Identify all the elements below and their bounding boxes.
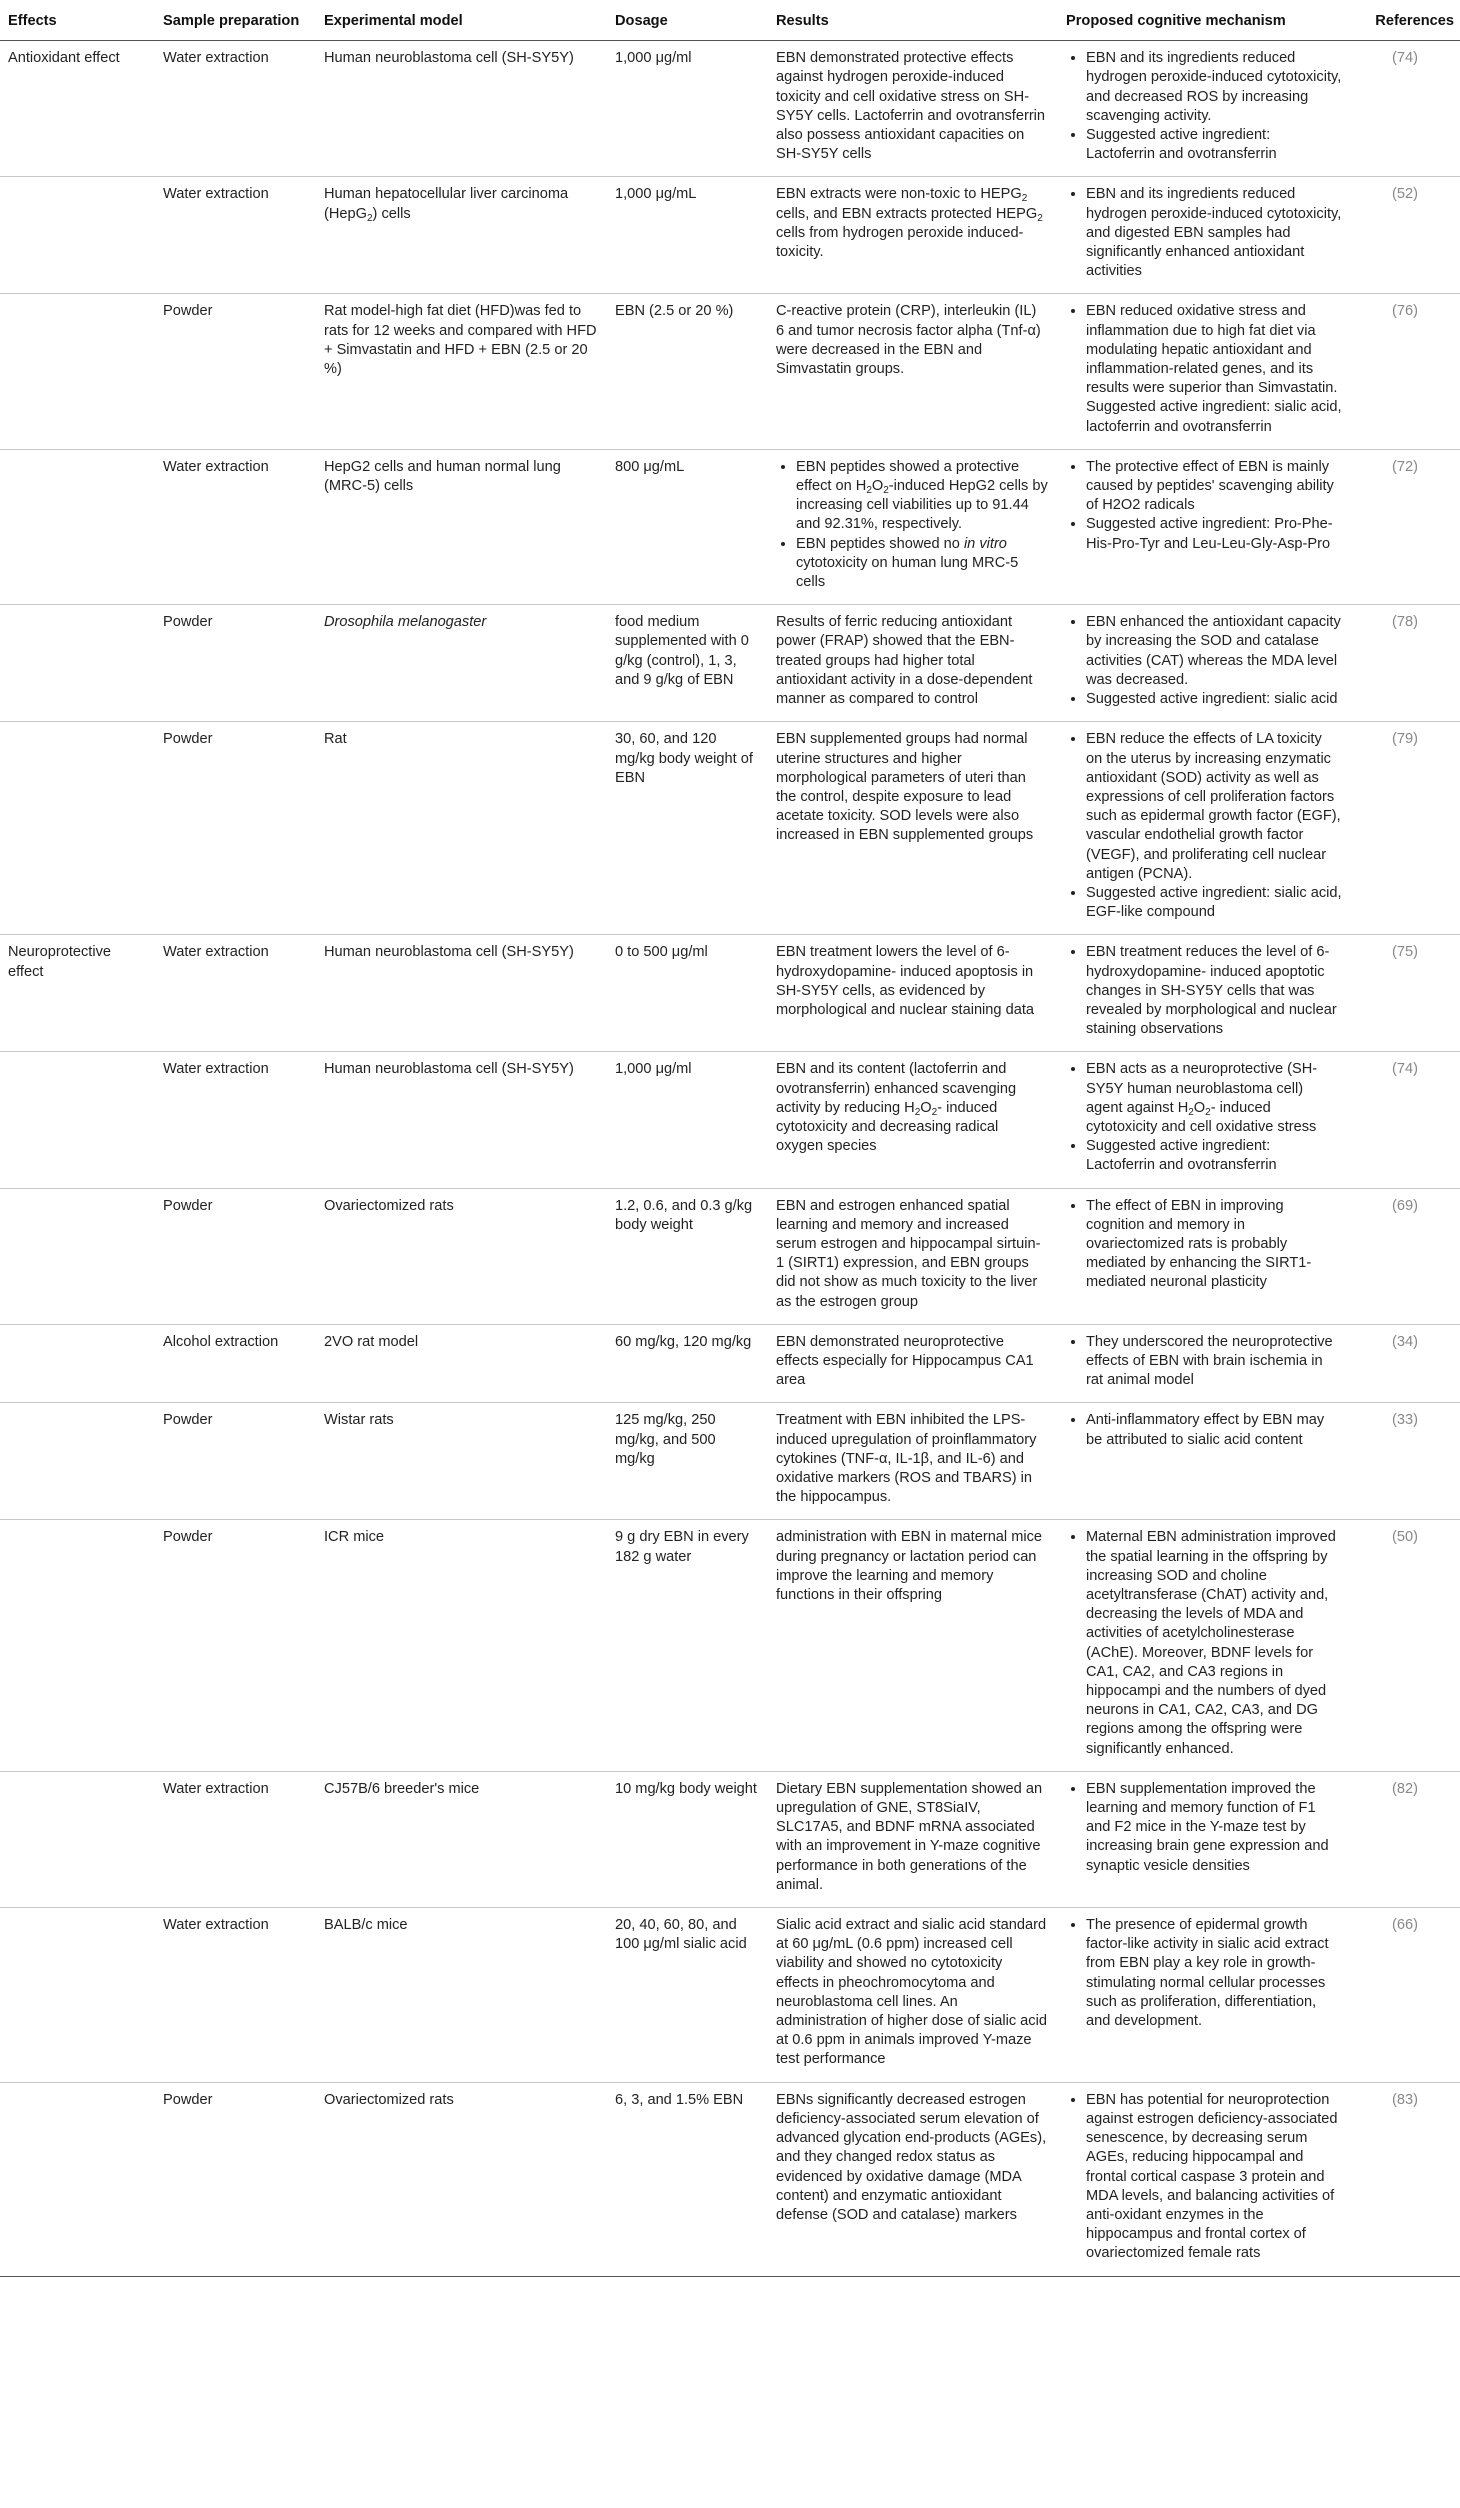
sample-cell: Powder — [163, 1197, 213, 1214]
reference-cell: (50) — [1392, 1529, 1418, 1546]
model-cell: Ovariectomized rats — [324, 2091, 454, 2108]
mechanism-cell — [1058, 722, 1352, 935]
results-cell: administration with EBN in maternal mice during pregnancy or lactation period can improve the learning and memory functions in their offspring — [776, 1529, 1043, 1604]
mechanism-list — [1066, 730, 1342, 922]
dosage-cell: 30, 60, and 120 mg/kg body weight of EBN — [615, 731, 753, 786]
mechanism-text: EBN acts as a neuroprotective (SH-SY5Y human neuroblastoma cell) agent against H — [1086, 1061, 1318, 1116]
header-results: Results — [776, 13, 829, 29]
effect-cell — [0, 1324, 155, 1403]
subscript: 2 — [1037, 212, 1043, 224]
results-list — [776, 458, 1048, 592]
table-row — [0, 41, 1460, 177]
table-row — [0, 177, 1460, 294]
effect-cell — [0, 2082, 155, 2276]
mechanism-cell — [1058, 41, 1352, 177]
results-text: O — [920, 1099, 932, 1116]
mechanism-item: • The effect of EBN in improving cognition and memory in ovariectomized rats is probably mediated by enhancing the SIRT1-mediated neuronal plasticity — [1086, 1197, 1342, 1293]
mechanism-list — [1066, 49, 1342, 164]
mechanism-cell — [1058, 294, 1352, 449]
mechanism-list — [1066, 1060, 1342, 1175]
mechanism-cell — [1058, 177, 1352, 294]
results-text: EBN peptides showed no — [796, 535, 964, 552]
subscript: 2 — [914, 1106, 921, 1118]
effect-cell — [0, 1188, 155, 1324]
mechanism-item: • EBN has potential for neuroprotection against estrogen deficiency-associated senescence, by decreasing serum AGEs, reducing hippocampal and frontal cortical caspase 3 protein and MDA levels, and balancing activities of anti-oxidant enzymes in the hippocampus and frontal cortex of ovariectomized female rats — [1086, 2091, 1342, 2264]
results-cell: EBN and estrogen enhanced spatial learning and memory and increased serum estrogen and hippocampal sirtuin-1 (SIRT1) expression, and EBN groups did not show as much toxicity to the liver as the estrogen group — [776, 1197, 1041, 1310]
results-text: cytotoxicity on human lung MRC-5 cells — [796, 554, 1019, 591]
dosage-cell: 60 mg/kg, 120 mg/kg — [615, 1333, 752, 1350]
mechanism-item: • The presence of epidermal growth factor-like activity in sialic acid extract from EBN play a key role in growth-stimulating normal cellular processes such as proliferation, differentiation, and development. — [1086, 1916, 1342, 2031]
header-dosage: Dosage — [615, 13, 668, 29]
mechanism-item: • Anti-inflammatory effect by EBN may be attributed to sialic acid content — [1086, 1411, 1342, 1449]
results-cell: Results of ferric reducing antioxidant power (FRAP) showed that the EBN-treated groups had higher total antioxidant activity in a dose-dependent manner as compared to control — [776, 614, 1033, 708]
mechanism-list — [1066, 1780, 1342, 1876]
sample-cell: Powder — [163, 1412, 213, 1429]
results-cell: C-reactive protein (CRP), interleukin (IL) 6 and tumor necrosis factor alpha (Tnf-α) were decreased in the EBN and Simvastatin groups. — [776, 303, 1041, 378]
results-cell — [768, 449, 1058, 604]
dosage-cell: 0 to 500 μg/ml — [615, 944, 708, 961]
header-experimental-model: Experimental model — [324, 13, 463, 29]
dosage-cell: 1,000 μg/mL — [615, 186, 697, 203]
reference-cell: (83) — [1392, 2091, 1418, 2108]
results-cell: EBNs significantly decreased estrogen deficiency-associated serum elevation of advanced glycation end-products (AGEs), and they changed redox status as evidenced by oxidative damage (MDA content) and enzymatic antioxidant defense (SOD and catalase) markers — [776, 2091, 1047, 2223]
mechanism-cell — [1058, 605, 1352, 722]
sample-cell: Powder — [163, 614, 213, 631]
reference-cell: (78) — [1392, 614, 1418, 631]
results-text: O — [871, 478, 884, 495]
effect-cell — [0, 449, 155, 604]
model-cell: Rat model-high fat diet (HFD)was fed to rats for 12 weeks and compared with HFD + Simvastatin and HFD + EBN (2.5 or 20 %) — [324, 303, 597, 378]
mechanism-cell — [1058, 2082, 1352, 2276]
reference-cell: (52) — [1392, 186, 1418, 203]
reference-cell: (72) — [1392, 458, 1418, 475]
table-row — [0, 2082, 1460, 2276]
header-references: References — [1375, 13, 1454, 29]
mechanism-cell — [1058, 1908, 1352, 2083]
dosage-cell: 125 mg/kg, 250 mg/kg, and 500 mg/kg — [615, 1412, 716, 1467]
mechanism-cell — [1058, 449, 1352, 604]
mechanism-cell — [1058, 1188, 1352, 1324]
dosage-cell: 1,000 μg/ml — [615, 50, 692, 67]
effect-cell — [0, 1403, 155, 1520]
model-cell: ICR mice — [324, 1529, 384, 1546]
effect-cell — [0, 605, 155, 722]
results-text: EBN extracts were non-toxic to HEPG — [776, 186, 1022, 203]
dosage-cell: EBN (2.5 or 20 %) — [615, 303, 734, 320]
model-cell: Human neuroblastoma cell (SH-SY5Y) — [324, 944, 574, 961]
reference-cell: (75) — [1392, 944, 1418, 961]
results-text: EBN and its content (lactoferrin and ovotransferrin) enhanced scavenging activity by reducing H — [776, 1061, 1017, 1116]
mechanism-list — [1066, 1916, 1342, 2031]
mechanism-list — [1066, 458, 1342, 554]
table-row — [0, 605, 1460, 722]
reference-cell: (34) — [1392, 1333, 1418, 1350]
effect-cell — [0, 1052, 155, 1188]
subscript: 2 — [1205, 1106, 1211, 1118]
results-text: cells from hydrogen peroxide induced-toxicity. — [776, 224, 1024, 261]
reference-cell: (66) — [1392, 1917, 1418, 1934]
results-item — [796, 535, 1048, 593]
mechanism-item: • EBN supplementation improved the learning and memory function of F1 and F2 mice in the Y-maze test by increasing brain gene expression and synaptic vesicle densities — [1086, 1780, 1342, 1876]
mechanism-item: • EBN reduced oxidative stress and inflammation due to high fat diet via modulating hepatic antioxidant and inflammation-related genes, and its results were superior than Simvastatin. Suggested active ingredient: sialic acid, lactoferrin and ovotransferrin — [1086, 302, 1342, 436]
reference-cell: (74) — [1392, 1061, 1418, 1078]
table-row — [0, 449, 1460, 604]
reference-cell: (76) — [1392, 303, 1418, 320]
mechanism-item: • Suggested active ingredient: sialic acid, EGF-like compound — [1086, 884, 1342, 922]
results-item — [796, 458, 1048, 535]
sample-cell: Powder — [163, 1529, 213, 1546]
results-text: -induced HepG2 cells by increasing cell viabilities up to 91.44 and 92.31%, respectively. — [796, 478, 1048, 533]
table-row — [0, 1520, 1460, 1771]
model-cell: Drosophila melanogaster — [324, 614, 487, 631]
dosage-cell: 6, 3, and 1.5% EBN — [615, 2091, 744, 2108]
mechanism-item: • EBN treatment reduces the level of 6- hydroxydopamine- induced apoptotic changes in SH-SY5Y cells that was revealed by morphological and nuclear staining observations — [1086, 943, 1342, 1039]
mechanism-list — [1066, 1411, 1342, 1449]
table-row — [0, 1771, 1460, 1907]
results-cell: EBN demonstrated protective effects against hydrogen peroxide-induced toxicity and cell oxidative stress on SH-SY5Y cells. Lactoferrin and ovotransferrin also possess antioxidant capacities on SH-SY5Y cells — [776, 50, 1046, 163]
dosage-cell: 1,000 μg/ml — [615, 1061, 692, 1078]
subscript: 2 — [1188, 1106, 1194, 1118]
mechanism-item: • Suggested active ingredient: sialic acid — [1086, 690, 1342, 709]
mechanism-text: - induced cytotoxicity and cell oxidative stress — [1086, 1099, 1317, 1135]
table-row — [0, 722, 1460, 935]
mechanism-cell — [1058, 1771, 1352, 1907]
effect-cell — [0, 177, 155, 294]
results-cell: Dietary EBN supplementation showed an upregulation of GNE, ST8SiaIV, SLC17A5, and BDNF mRNA associated with an improvement in Y-maze cognitive performance in both generations of the animal. — [776, 1780, 1043, 1893]
sample-cell: Alcohol extraction — [163, 1333, 279, 1350]
sample-cell: Water extraction — [163, 458, 269, 475]
model-cell — [316, 177, 607, 294]
table-row — [0, 1908, 1460, 2083]
effect-cell — [0, 1520, 155, 1771]
effect-cell — [0, 722, 155, 935]
dosage-cell: 10 mg/kg body weight — [615, 1780, 757, 1797]
mechanism-item: • Maternal EBN administration improved the spatial learning in the offspring by increasing SOD and choline acetyltransferase (ChAT) activity and, decreasing the levels of MDA and activities of acetylcholinesterase (AChE). Moreover, BDNF levels for CA1, CA2, and CA3 regions in hippocampi and the numbers of dyed neurons in CA1, CA2, CA3, and DG regions among the offspring were significantly enhanced. — [1086, 1528, 1342, 1758]
sample-cell: Water extraction — [163, 186, 269, 203]
dosage-cell: 1.2, 0.6, and 0.3 g/kg body weight — [615, 1197, 753, 1233]
mechanism-list — [1066, 943, 1342, 1039]
effect-cell — [0, 1908, 155, 2083]
results-cell: Sialic acid extract and sialic acid standard at 60 μg/mL (0.6 ppm) increased cell viability and showed no cytotoxicity effects in pheochromocytoma and neuroblastoma cell lines. An administration of higher dose of sialic acid at 0.6 ppm in animals improved Y-maze test performance — [776, 1917, 1047, 2068]
model-cell: Wistar rats — [324, 1412, 394, 1429]
model-cell: CJ57B/6 breeder's mice — [324, 1780, 480, 1797]
table-row — [0, 1403, 1460, 1520]
mechanism-item: • They underscored the neuroprotective effects of EBN with brain ischemia in rat animal model — [1086, 1333, 1342, 1391]
results-cell — [768, 177, 1058, 294]
effect-cell — [0, 1771, 155, 1907]
mechanism-item: • EBN enhanced the antioxidant capacity by increasing the SOD and catalase activities (CAT) whereas the MDA level was decreased. — [1086, 613, 1342, 690]
model-cell: Rat — [324, 731, 347, 748]
results-text: cells, and EBN extracts protected HEPG — [776, 205, 1038, 222]
sample-cell: Water extraction — [163, 944, 269, 961]
results-cell: Treatment with EBN inhibited the LPS-induced upregulation of proinflammatory cytokines (TNF-α, IL-1β, and IL-6) and oxidative markers (ROS and TBARS) in the hippocampus. — [776, 1412, 1037, 1506]
subscript: 2 — [1021, 193, 1028, 205]
model-cell: Ovariectomized rats — [324, 1197, 454, 1214]
model-cell: Human neuroblastoma cell (SH-SY5Y) — [324, 1061, 574, 1078]
mechanism-cell — [1058, 1324, 1352, 1403]
mechanism-list — [1066, 185, 1342, 281]
table-row — [0, 1188, 1460, 1324]
mechanism-item: • Suggested active ingredient: Lactoferrin and ovotransferrin — [1086, 1137, 1342, 1175]
reference-cell: (33) — [1392, 1412, 1418, 1429]
mechanism-list — [1066, 2091, 1342, 2264]
results-text: - induced cytotoxicity and decreasing radical oxygen species — [776, 1099, 999, 1155]
results-cell: EBN supplemented groups had normal uterine structures and higher morphological parameters of uteri than the control, despite exposure to lead acetate toxicity. SOD levels were also increased in EBN supplemented groups — [776, 731, 1034, 844]
mechanism-list — [1066, 1528, 1342, 1758]
mechanism-cell — [1058, 935, 1352, 1052]
subscript: 2 — [866, 485, 872, 497]
mechanism-list — [1066, 613, 1342, 709]
mechanism-list — [1066, 1197, 1342, 1293]
mechanism-item: • Suggested active ingredient: Pro-Phe-His-Pro-Tyr and Leu-Leu-Gly-Asp-Pro — [1086, 515, 1342, 553]
model-cell: Human neuroblastoma cell (SH-SY5Y) — [324, 50, 574, 67]
subscript: 2 — [931, 1106, 938, 1118]
sample-cell: Water extraction — [163, 1780, 269, 1797]
subscript: 2 — [366, 212, 373, 224]
sample-cell: Powder — [163, 2091, 213, 2108]
table-header-row — [0, 0, 1460, 41]
header-effects: Effects — [8, 13, 57, 29]
mechanism-cell — [1058, 1052, 1352, 1188]
results-cell: EBN demonstrated neuroprotective effects especially for Hippocampus CA1 area — [776, 1333, 1034, 1389]
mechanism-item: • EBN reduce the effects of LA toxicity on the uterus by increasing enzymatic antioxidant (SOD) activity as well as expressions of cell proliferation factors such as epidermal growth factor (EGF), vascular endothelial growth factor (VEGF), and proliferating cell nuclear antigen (PCNA). — [1086, 730, 1342, 884]
sample-cell: Water extraction — [163, 1917, 269, 1934]
effect-cell: Antioxidant effect — [8, 50, 120, 67]
header-sample-preparation: Sample preparation — [163, 13, 300, 29]
results-cell — [768, 1052, 1058, 1188]
sample-cell: Water extraction — [163, 50, 269, 67]
subscript: 2 — [883, 485, 889, 497]
dosage-cell: 20, 40, 60, 80, and 100 μg/ml sialic acid — [615, 1917, 747, 1953]
mechanism-item — [1086, 1060, 1342, 1137]
model-text: Human hepatocellular liver carcinoma (HepG — [324, 186, 569, 222]
mechanism-text: O — [1193, 1099, 1206, 1116]
table-row — [0, 935, 1460, 1052]
model-cell: BALB/c mice — [324, 1917, 408, 1934]
mechanism-list — [1066, 302, 1342, 436]
results-cell: EBN treatment lowers the level of 6-hydroxydopamine- induced apoptosis in SH-SY5Y cells, as evidenced by morphological and nuclear staining data — [776, 944, 1034, 1018]
mechanism-item: • EBN and its ingredients reduced hydrogen peroxide-induced cytotoxicity, and decreased ROS by increasing scavenging activity. — [1086, 49, 1342, 126]
effect-cell: Neuroprotective effect — [8, 944, 112, 980]
mechanism-item: • The protective effect of EBN is mainly caused by peptides' scavenging ability of H2O2 radicals — [1086, 458, 1342, 516]
dosage-cell: food medium supplemented with 0 g/kg (control), 1, 3, and 9 g/kg of EBN — [615, 614, 749, 688]
mechanism-cell — [1058, 1520, 1352, 1771]
header-proposed-mechanism: Proposed cognitive mechanism — [1066, 13, 1286, 29]
reference-cell: (79) — [1392, 731, 1418, 748]
table-row — [0, 294, 1460, 449]
reference-cell: (74) — [1392, 50, 1418, 67]
sample-cell: Water extraction — [163, 1061, 269, 1078]
table-row — [0, 1324, 1460, 1403]
sample-cell: Powder — [163, 303, 213, 320]
dosage-cell: 800 μg/mL — [615, 458, 685, 475]
model-cell: 2VO rat model — [324, 1333, 419, 1350]
sample-cell: Powder — [163, 731, 213, 748]
effect-cell — [0, 294, 155, 449]
results-text: EBN peptides showed a protective effect on H — [796, 458, 1020, 495]
mechanism-item: • EBN and its ingredients reduced hydrogen peroxide-induced cytotoxicity, and digested EBN samples had significantly enhanced antioxidant activities — [1086, 185, 1342, 281]
model-text: ) cells — [372, 205, 411, 222]
mechanism-cell — [1058, 1403, 1352, 1520]
model-cell: HepG2 cells and human normal lung (MRC-5) cells — [324, 458, 561, 495]
reference-cell: (82) — [1392, 1780, 1418, 1797]
italic-text: in vitro — [963, 535, 1007, 552]
reference-cell: (69) — [1392, 1197, 1418, 1214]
dosage-cell: 9 g dry EBN in every 182 g water — [615, 1529, 749, 1565]
mechanism-item: • Suggested active ingredient: Lactoferrin and ovotransferrin — [1086, 126, 1342, 164]
table-row — [0, 1052, 1460, 1188]
mechanism-list — [1066, 1333, 1342, 1391]
